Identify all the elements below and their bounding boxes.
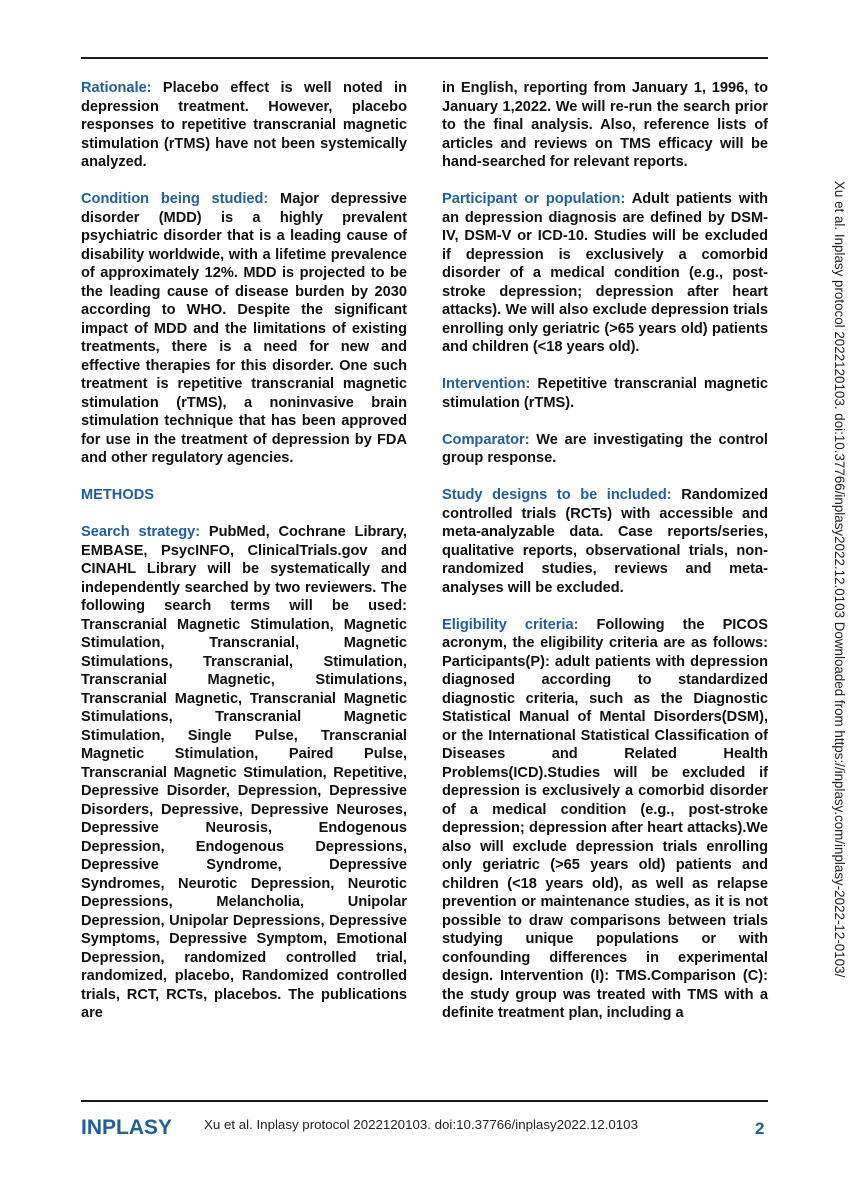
text-comparator: We are investigating the control group response. <box>442 431 768 466</box>
side-download-note <box>831 181 849 1051</box>
text-study-designs: Randomized controlled trials (RCTs) with accessible and meta-analyzable data. Case reports/series, qualitative reports, observational trials, non-randomized studies, reviews and meta-analyses will be excluded. <box>442 487 769 596</box>
text-search-strategy: PubMed, Cochrane Library, EMBASE, PsycINFO, ClinicalTrials.gov and CINAHL Library will be systematically and independently searched by two reviewers. The following search terms will be used: Transcranial Magnetic Stimulation, Magnetic Stimulation, Transcranial, Magnetic Stimulations, Transcranial, Stimulation, Transcranial Magnetic, Stimulations, Transcranial Magnetic, Transcranial Magnetic Stimulations, Transcranial Magnetic Stimulation, Single Pulse, Transcranial Magnetic Stimulation, Paired Pulse, Transcranial Magnetic Stimulation, Repetitive, Depressive Disorder, Depression, Depressive Disorders, Depressive, Depressive Neuroses, Depressive Neurosis, Endogenous Depression, Endogenous Depressions, Depressive Syndrome, Depressive Syndromes, Neurotic Depression, Neurotic Depressions, Melancholia, Unipolar Depression, Unipolar Depressions, Depressive Symptoms, Depressive Symptom, Emotional Depression, randomized controlled trial, randomized, placebo, Randomized controlled trials, RCT, RCTs, placebos. The publications are <box>81 524 407 1021</box>
heading-intervention: Intervention: <box>442 376 531 392</box>
paragraph-condition <box>81 190 407 468</box>
footer-brand: INPLASY <box>81 1116 173 1139</box>
paragraph-search-strategy <box>81 523 407 1023</box>
text-condition: Major depressive disorder (MDD) is a highly prevalent psychiatric disorder that is a leading cause of disability worldwide, with a lifetime prevalence of approximately 12%. MDD is projected to be the leading cause of disease burden by 2030 according to WHO. Despite the significant impact of MDD and the limitations of existing treatments, there is a need for new and effective therapies for this disorder. One such treatment is repetitive transcranial magnetic stimulation (rTMS), a noninvasive brain stimulation technique that has been approved for use in the treatment of depression by FDA and other regulatory agencies. <box>81 191 407 466</box>
paragraph-participants <box>442 190 768 357</box>
text-rationale: Placebo effect is well noted in depression treatment. However, placebo responses to repetitive transcranial magnetic stimulation (rTMS) have not been systemically analyzed. <box>81 80 407 170</box>
side-note-text[interactable]: Xu et al. Inplasy protocol 2022120103. doi:10.37766/inplasy2022.12.0103 Downloaded from https://inplasy.com/inplasy-2022-12-0103/ <box>832 181 847 978</box>
page-number: 2 <box>755 1119 765 1138</box>
heading-condition: Condition being studied: <box>81 191 269 207</box>
text-search-continued: in English, reporting from January 1, 1996, to January 1,2022. We will re-run the search prior to the final analysis. Also, reference lists of articles and reviews on TMS efficacy will be hand-searched for relevant reports. <box>442 80 768 170</box>
paragraph-methods <box>81 486 407 505</box>
header-rule <box>81 57 768 59</box>
heading-eligibility: Eligibility criteria: <box>442 616 579 633</box>
heading-study-designs: Study designs to be included: <box>442 487 672 503</box>
paragraph-eligibility <box>442 616 768 1023</box>
paragraph-search-continued <box>442 79 768 172</box>
heading-participants: Participant or population: <box>442 191 626 207</box>
heading-search-strategy: Search strategy: <box>81 524 201 540</box>
heading-methods: METHODS <box>81 487 154 503</box>
paragraph-comparator <box>442 431 768 468</box>
left-column <box>81 79 407 1041</box>
text-participants: Adult patients with an depression diagnosis are defined by DSM-IV, DSM-V or ICD-10. Studies will be excluded if depression is exclusively a comorbid disorder of a medical condition (e.g., post-stroke depression; depression after heart attacks). We will also exclude depression trials enrolling only geriatric (>65 years old) patients and children (<18 years old). <box>442 191 768 355</box>
paragraph-rationale <box>81 79 407 172</box>
text-eligibility: Following the PICOS acronym, the eligibility criteria are as follows: Participants(P): adult patients with depression diagnosed according to standardized diagnostic criteria, such as the Diagnostic Statistical Manual of Mental Disorders(DSM), or the International Statistical Classification of Diseases and Related Health Problems(ICD).Studies will be excluded if depression is exclusively a comorbid disorder of a medical condition (e.g., post-stroke depression; depression after heart attacks).We also will exclude depression trials enrolling only geriatric (>65 years old) patients and children (<18 years old), as well as relapse prevention or maintenance studies, as it is not possible to draw comparisons between trials studying unique populations or with confounding differences in experimental design. Intervention (I): TMS.Comparison (C): the study group was treated with TMS with a definite treatment plan, including a <box>442 616 768 1021</box>
right-column <box>442 79 768 1041</box>
paragraph-study-designs <box>442 486 768 597</box>
text-intervention: Repetitive transcranial magnetic stimulation (rTMS). <box>442 376 768 411</box>
heading-comparator: Comparator: <box>442 431 530 448</box>
paragraph-intervention <box>442 375 768 412</box>
footer-rule <box>81 1100 768 1102</box>
footer-citation: Xu et al. Inplasy protocol 2022120103. doi:10.37766/inplasy2022.12.0103 <box>204 1117 638 1132</box>
heading-rationale: Rationale: <box>81 80 152 96</box>
